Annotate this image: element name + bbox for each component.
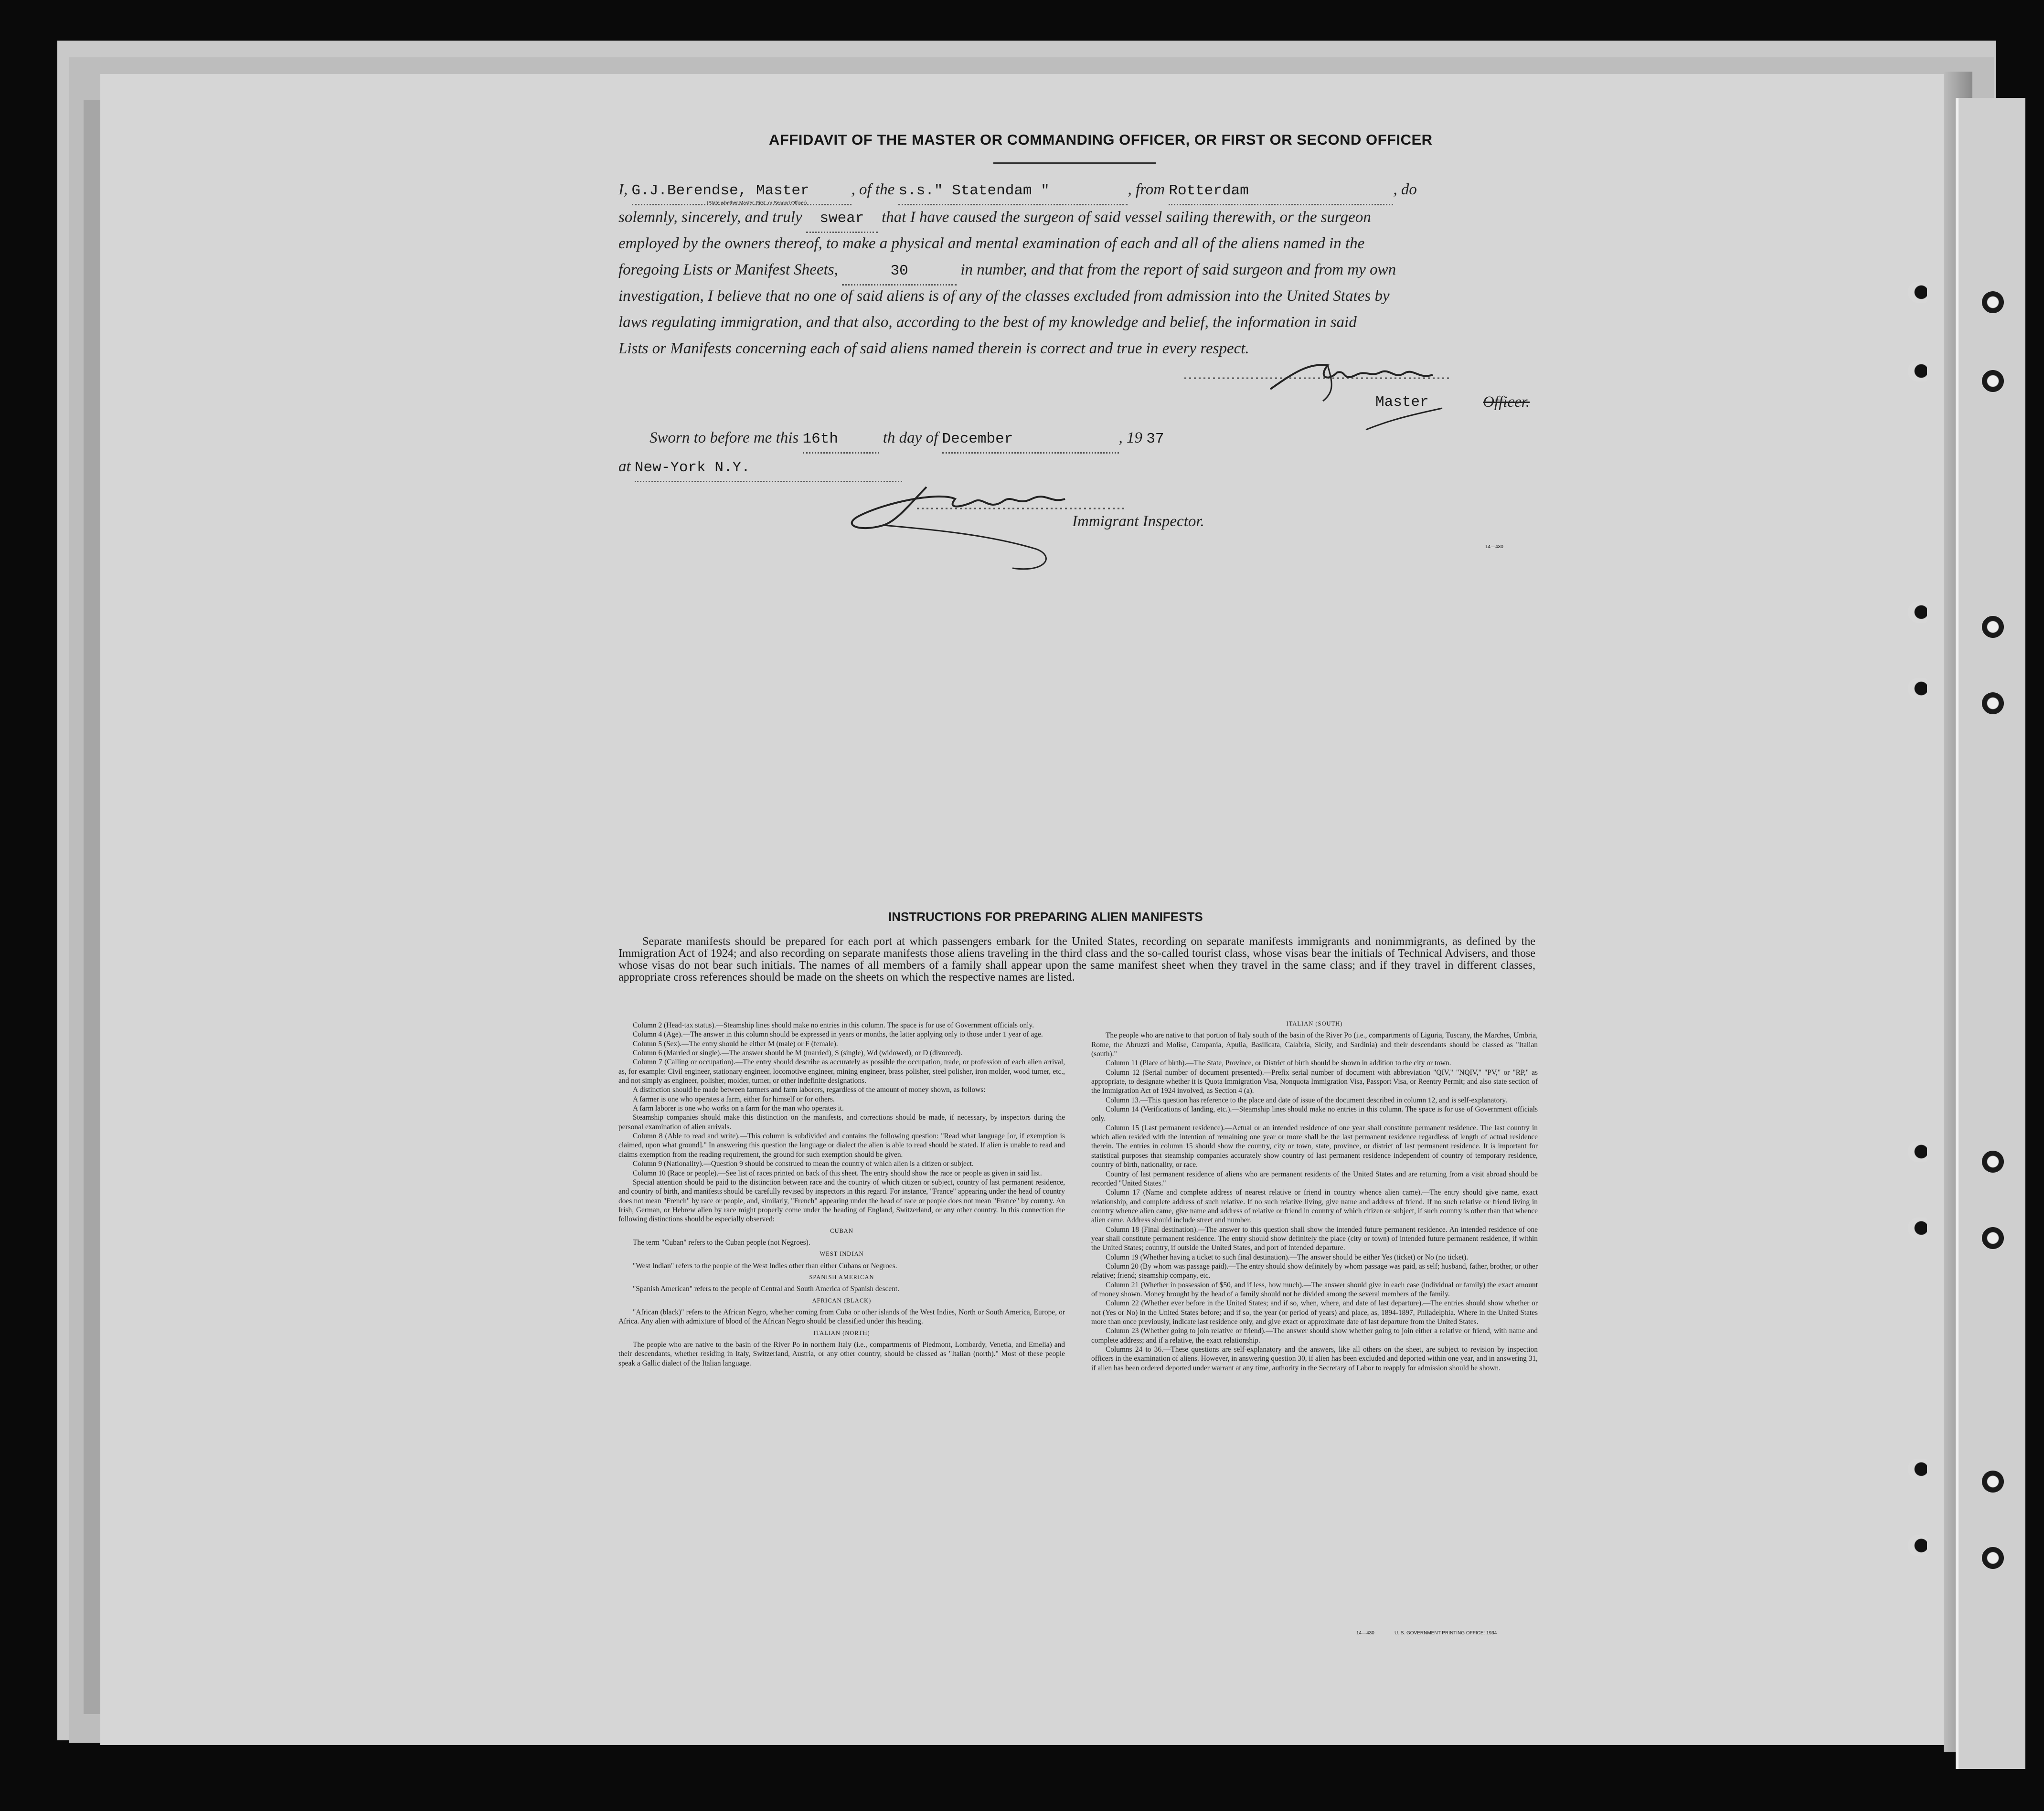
- footer-printer: U. S. GOVERNMENT PRINTING OFFICE: 1934: [1395, 1631, 1497, 1636]
- instruction-paragraph: Column 22 (Whether ever before in the United States; and if so, when, where, and date of last departure).—The entries should show whether or not (Yes or No) in the United States before; and if so, the year (or period of years) and place, as, 1894-1897, Philadelphia. Where in the United States more than once previously, indicate last residence only, and give exact or approximate date of last departure from the United States.: [1091, 1299, 1538, 1326]
- instruction-paragraph: Column 10 (Race or people).—See list of races printed on back of this sheet. The entry should show the race or people as given in said list.: [633, 1169, 1042, 1177]
- affidavit-title: AFFIDAVIT OF THE MASTER OR COMMANDING OFFICER, OR FIRST OR SECOND OFFICER: [769, 131, 1433, 148]
- instruction-paragraph: Column 21 (Whether in possession of $50, and if less, how much).—The answer should give in each case (individual or family) the exact amount of money shown. Money brought by the head of a family should not be divided among the several members of the family.: [1091, 1281, 1538, 1298]
- page-stack-edge: [84, 100, 103, 1714]
- section-heading-italian-south: ITALIAN (SOUTH): [1286, 1020, 1343, 1027]
- oath-value: swear: [820, 210, 864, 227]
- instruction-paragraph: Column 7 (Calling or occupation).—The entry should describe as accurately as possible the occupation, trade, or profession of each alien arrival, as, for example: Civil engineer, stationary engineer, locomotive engineer, mining engineer, brass polisher, steel polisher, iron molder, wood turner, etc., and not simply as engineer, polisher, molder, turner, or other indefinite designations.: [618, 1058, 1065, 1085]
- instruction-paragraph: Column 8 (Able to read and write).—This column is subdivided and contains the following question: "Read what language [or, if exemption is claimed, upon what ground]." In answering this question the language or dialect the alien is able to read should be stated. If alien is unable to read and claims exemption from the reading requirement, the ground for such exemption should be given.: [618, 1132, 1065, 1159]
- page-hole-icon: [1908, 602, 1927, 623]
- binder-hole-icon: [1982, 1471, 2004, 1493]
- section-heading-spanish-american: SPANISH AMERICAN: [809, 1273, 874, 1281]
- instruction-paragraph: Column 4 (Age).—The answer in this column should be expressed in years or months, the latter applying only to those under 1 year of age.: [633, 1030, 1043, 1039]
- italian-north-text: The people who are native to the basin of the River Po in northern Italy (i.e., compartments of Piedmont, Lombardy, Venetia, and Emelia) and their descendants, whether residing in Italy, Switzerland, Austria, or any other country, should be classed as "Italian (north)." Most of these people speak a Gallic dialect of the Italian language.: [618, 1341, 1065, 1367]
- affidavit-line-2: solemnly, sincerely, and truly swear that I have caused the surgeon of said vessel sailing therewith, or the surgeon: [618, 204, 1371, 233]
- page-hole-icon: [1908, 678, 1927, 699]
- instruction-paragraph: Column 11 (Place of birth).—The State, Province, or District of birth should be shown in addition to the city or town.: [1106, 1059, 1451, 1068]
- master-name-value: G.J.Berendse, Master: [631, 182, 809, 199]
- instruction-paragraph: A farmer is one who operates a farm, either for himself or for others.: [633, 1095, 835, 1103]
- instruction-paragraph: The people who are native to that portion of Italy south of the basin of the River Po (i.e., compartments of Liguria, Tuscany, the Marches, Umbria, Rome, the Abruzzi and Molise, Campania, Apulia, Basilicata, Calabria, Sicily, and Sardinia) and their descendants should be classed as "Italian (south).": [1091, 1031, 1538, 1059]
- african-text: "African (black)" refers to the African Negro, whether coming from Cuba or other islands of the West Indies, North or South America, Europe, or Africa. Any alien with admixture of blood of the African Negro should be classified under this heading.: [618, 1308, 1065, 1326]
- of-the-label: , of the: [851, 181, 895, 198]
- cuban-text: The term "Cuban" refers to the Cuban people (not Negroes).: [633, 1238, 810, 1247]
- page-hole-icon: [1908, 1535, 1927, 1556]
- instructions-left-column: [618, 1021, 1065, 1368]
- binder-hole-icon: [1982, 370, 2004, 392]
- from-label: , from: [1128, 181, 1165, 198]
- binder-hole-icon: [1982, 291, 2004, 313]
- instruction-paragraph: Column 2 (Head-tax status).—Steamship lines should make no entries in this column. The space is for use of Government officials only.: [633, 1021, 1034, 1029]
- binder-hole-icon: [1982, 692, 2004, 714]
- instructions-intro: Separate manifests should be prepared for each port at which passengers embark for the United States, recording on separate manifests immigrants and nonimmigrants, as defined by the Immigration Act of 1924; and also recording on separate manifests those aliens traveling in the third class and the so-called tourist class, whose visas bear the initials of Technical Advisers, and those whose visas do not bear such initials. The names of all members of a family shall appear upon the same manifest sheet when they travel in the same class; and if they travel in different classes, appropriate cross references should be made on the sheets on which the respective names are listed.: [618, 935, 1535, 984]
- sworn-place-line: at New-York N.Y.: [618, 454, 902, 482]
- page-hole-icon: [1908, 1218, 1927, 1239]
- section-heading-african: AFRICAN (BLACK): [812, 1297, 872, 1304]
- inspector-label: Immigrant Inspector.: [1072, 513, 1204, 530]
- affidavit-line-3: employed by the owners thereof, to make a physical and mental examination of each and all of the aliens named in the: [618, 235, 1365, 252]
- instruction-paragraph: Column 13.—This question has reference to the place and date of issue of the document described in column 12, and is self-explanatory.: [1106, 1096, 1507, 1104]
- sworn-line: Sworn to before me this 16th th day of December , 19 37: [649, 425, 1164, 454]
- affidavit-line-5: investigation, I believe that no one of said aliens is of any of the classes excluded from admission into the United States by: [618, 287, 1390, 305]
- instruction-paragraph: Column 15 (Last permanent residence).—Actual or an intended residence of one year shall constitute permanent residence. The last country in which alien resided with the intention of remaining one year or more shall be the last permanent residence regardless of length of actual residence therein. The entries in column 15 should show the country, city or town, state, province, or district of last permanent residence. It is important for statistical purposes that steamship companies accurately show country of last permanent residence independent of country of temporary residence, country of birth, nationality, or race.: [1091, 1123, 1538, 1169]
- instruction-paragraph: A distinction should be made between farmers and farm laborers, regardless of the amount of money shown, as follows:: [633, 1086, 986, 1094]
- section-heading-west-indian: WEST INDIAN: [820, 1250, 864, 1258]
- title-underline: [993, 162, 1156, 164]
- departure-port-value: Rotterdam: [1169, 182, 1249, 199]
- vessel-name-value: s.s." Statendam ": [898, 182, 1050, 199]
- manifest-sheets-count: 30: [890, 263, 908, 279]
- page-hole-icon: [1908, 1459, 1927, 1480]
- page-hole-icon: [1908, 1141, 1927, 1162]
- sworn-year-value: 37: [1146, 431, 1164, 447]
- instruction-paragraph: Column 9 (Nationality).—Question 9 should be construed to mean the country of which alien is a citizen or subject.: [633, 1160, 974, 1168]
- section-heading-italian-north: ITALIAN (NORTH): [813, 1329, 870, 1336]
- officer-label-struck: Officer.: [1483, 393, 1530, 411]
- instructions-title: INSTRUCTIONS FOR PREPARING ALIEN MANIFESTS: [888, 910, 1203, 924]
- instruction-paragraph: Column 14 (Verifications of landing, etc.).—Steamship lines should make no entries in this column. The space is for use of Government officials only.: [1091, 1105, 1538, 1123]
- instructions-right-column: [1091, 1017, 1538, 1373]
- affidavit-line-4: foregoing Lists or Manifest Sheets, 30 in number, and that from the report of said surgeon and from my own: [618, 257, 1396, 286]
- page-hole-icon: [1908, 360, 1927, 381]
- binder-hole-icon: [1982, 1151, 2004, 1173]
- instruction-paragraph: Column 23 (Whether going to join relative or friend).—The answer should show whether going to join either a relative or friend, with name and complete address; and if a relative, the exact relationship.: [1091, 1327, 1538, 1345]
- instruction-paragraph: Columns 24 to 36.—These questions are self-explanatory and the answers, like all others on the sheet, are subject to revision by inspection officers in the examination of aliens. However, in answering question 30, if alien has been excluded and deported within one year, and in answering 31, if alien has been ordered deported under warrant at any time, authority in the Secretary of Labor to reapply for admission should be shown.: [1091, 1345, 1538, 1372]
- affidavit-form-number: 14—430: [1485, 544, 1503, 550]
- binder-hole-icon: [1982, 1227, 2004, 1249]
- binder-hole-icon: [1982, 616, 2004, 638]
- instruction-paragraph: Column 18 (Final destination).—The answer to this question shall show the intended future permanent residence. An intended residence of one year shall constitute permanent residence. The entry should show definitely the place (city or town) of intended future permanent residence, if within the United States; country, if outside the United States, and port of intended departure.: [1091, 1225, 1538, 1252]
- instruction-paragraph: A farm laborer is one who works on a farm for the man who operates it.: [633, 1104, 844, 1113]
- binder-hole-icon: [1982, 1547, 2004, 1569]
- section-heading-cuban: CUBAN: [830, 1227, 853, 1234]
- instruction-paragraph: Steamship companies should make this distinction on the manifests, and corrections should be made, if necessary, by inspectors during the personal examination of alien arrivals.: [618, 1113, 1065, 1131]
- affidavit-line-7: Lists or Manifests concerning each of said aliens named therein is correct and true in every respect.: [618, 340, 1249, 357]
- footer-form-number: 14—430: [1356, 1631, 1374, 1636]
- binder-strip: [1956, 98, 2025, 1769]
- instruction-paragraph: Country of last permanent residence of aliens who are permanent residents of the United States and are returning from a visit abroad should be recorded "United States.": [1091, 1170, 1538, 1187]
- instruction-paragraph: Column 5 (Sex).—The entry should be either M (male) or F (female).: [633, 1039, 838, 1048]
- spanish-american-text: "Spanish American" refers to the people of Central and South America of Spanish descent.: [633, 1285, 899, 1293]
- i-label: I,: [618, 181, 628, 198]
- sworn-month-value: December: [942, 431, 1013, 447]
- page-hole-icon: [1908, 282, 1927, 303]
- instruction-paragraph: Column 20 (By whom was passage paid).—The entry should show definitely by whom passage was paid, as self; husband, father, brother, or other relative; friend; steamship company, etc.: [1091, 1262, 1538, 1280]
- sworn-place-value: New-York N.Y.: [634, 459, 750, 476]
- affidavit-line-6: laws regulating immigration, and that also, according to the best of my knowledge and belief, the information in said: [618, 314, 1357, 331]
- instruction-paragraph: Special attention should be paid to the distinction between race and the country of which citizen or subject, country of last permanent residence, and country of birth, and manifests should be carefully revised by inspectors in this regard. For instance, "France" appearing under the head of country does not mean "French" by race or people, and, similarly, "French" appearing under the head of race or people does not mean "France" by country. An Irish, German, or Hebrew alien by race might properly come under the heading of England, Switzerland, or any other country. In this connection the following distinctions should be especially observed:: [618, 1178, 1065, 1224]
- west-indian-text: "West Indian" refers to the people of the West Indies other than either Cubans or Negroes.: [633, 1261, 897, 1270]
- instruction-paragraph: Column 19 (Whether having a ticket to such final destination).—The answer should be either Yes (ticket) or No (no ticket).: [1106, 1253, 1469, 1261]
- signer-title-value: Master: [1375, 394, 1429, 411]
- do-label: , do: [1393, 181, 1417, 198]
- sworn-day-value: 16th: [802, 431, 838, 447]
- officer-rank-hint: (State whether Master, First, or Second Officer): [707, 201, 807, 206]
- instruction-paragraph: Column 12 (Serial number of document presented).—Prefix serial number of document with abbreviation "QIV," "NQIV," "PV," or "RP," as appropriate, to designate whether it is Quota Immigration Visa, Nonquota Immigration Visa, Passport Visa, or Reentry Permit; and also state section of the Immigration Act of 1924 involved, as Section 4 (a).: [1091, 1068, 1538, 1095]
- instruction-paragraph: Column 6 (Married or single).—The answer should be M (married), S (single), Wd (widowed), or D (divorced).: [633, 1049, 962, 1058]
- instruction-paragraph: Column 17 (Name and complete address of nearest relative or friend in country whence alien came).—The entry should give name, exact relationship, and complete address of such relative. If no such relative living, give name and address of friend. If no such relative or friend living in country whence alien came, give name and address of relative or friend in country of which citizen or subject, if such country is other than that whence alien came. Address should include street and number.: [1091, 1188, 1538, 1225]
